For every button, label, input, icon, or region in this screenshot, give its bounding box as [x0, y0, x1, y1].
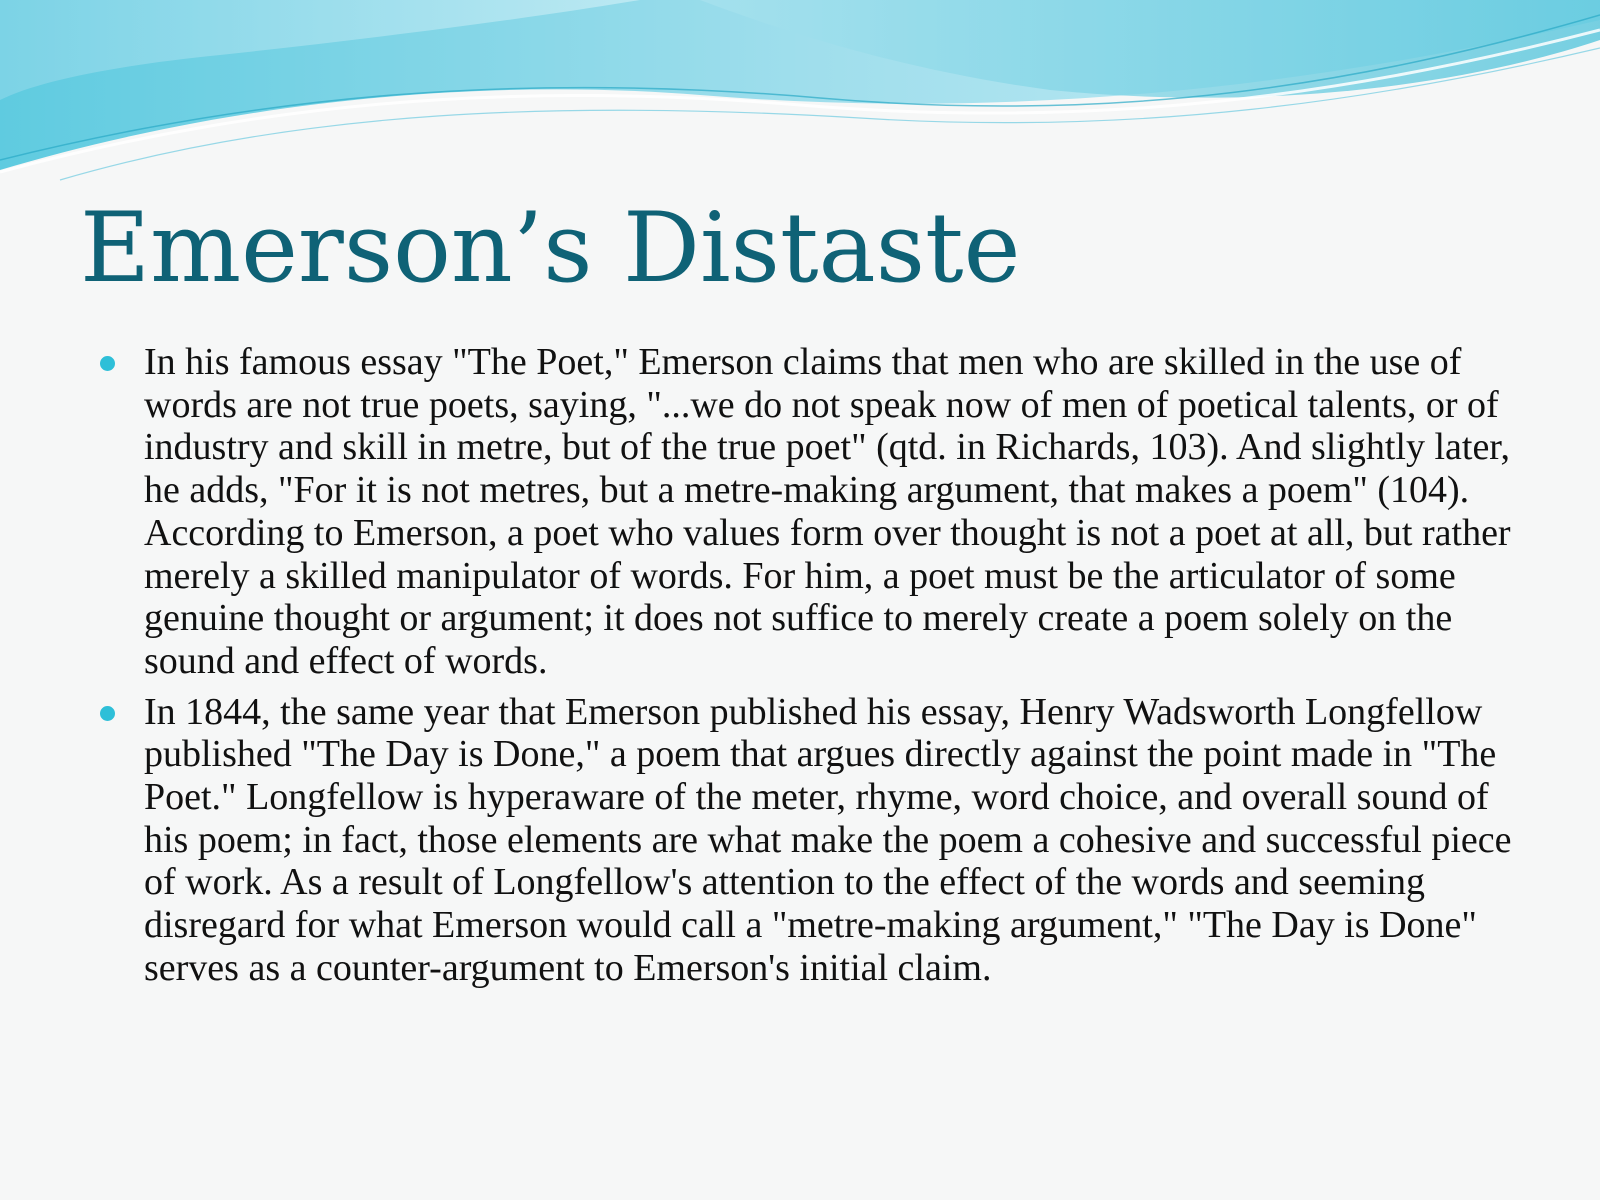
bullet-dot-icon [100, 356, 115, 371]
header-wave-decoration [0, 0, 1600, 200]
bullet-text: In 1844, the same year that Emerson published his essay, Henry Wadsworth Longfellow published "The Day is Done," a poem that argues directly against the point made in "The Poet." Longfellow is hyperaware of the meter, rhyme, word choice, and overall sound of his poem; in fact, those elements are what make the poem a cohesive and successful piece of work. As a result of Longfellow's attention to the effect of the words and seeming disregard for what Emerson would call a "metre-making argument," "The Day is Done" serves as a counter-argument to Emerson's initial claim. [144, 690, 1512, 989]
bullet-item [100, 691, 1520, 990]
bullet-list [100, 341, 1520, 998]
bullet-text: In his famous essay "The Poet," Emerson claims that men who are skilled in the use of words are not true poets, saying, "...we do not speak now of men of poetical talents, or of industry and skill in metre, but of the true poet" (qtd. in Richards, 103). And slightly later, he adds, "For it is not metres, but a metre-making argument, that makes a poem" (104). According to Emerson, a poet who values form over thought is not a poet at all, but rather merely a skilled manipulator of words. For him, a poet must be the articulator of some genuine thought or argument; it does not suffice to merely create a poem solely on the sound and effect of words. [144, 341, 1511, 682]
slide-title: Emerson’s Distaste [80, 192, 1021, 304]
bullet-dot-icon [100, 706, 115, 721]
bullet-item [100, 341, 1520, 683]
